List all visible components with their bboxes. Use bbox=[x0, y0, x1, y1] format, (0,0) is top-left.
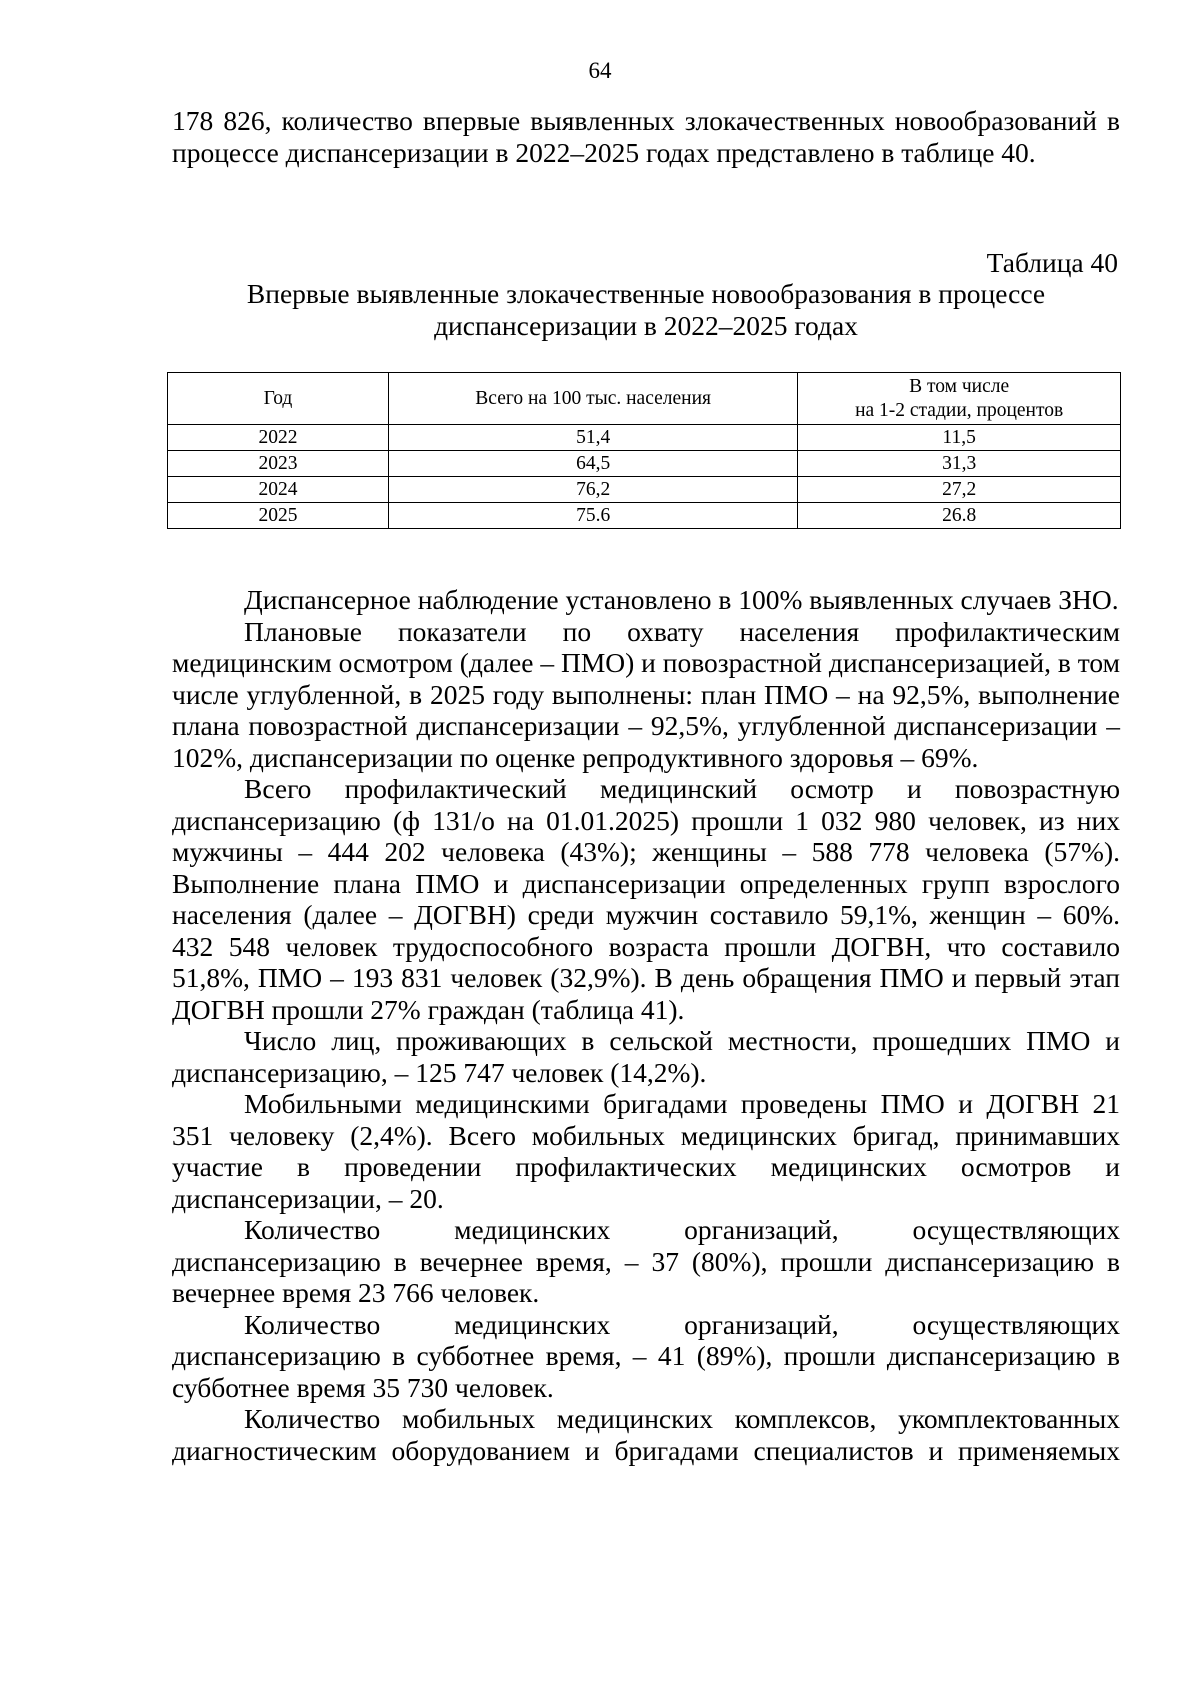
header-year: Год bbox=[168, 373, 389, 425]
page-number: 64 bbox=[588, 58, 612, 83]
paragraph-mobile-brigades: Мобильными медицинскими бригадами проведены ПМО и ДОГВН 21 351 человеку (2,4%). Всего мобильных медицинских бригад, принимавших участие в проведении профилактических медицинских осмотров и диспансеризации, – 20. bbox=[172, 1088, 1120, 1214]
table-title-line-1: Впервые выявленные злокачественные новообразования в процессе bbox=[246, 278, 1046, 309]
table-label: Таблица 40 bbox=[986, 247, 1118, 278]
header-total: Всего на 100 тыс. населения bbox=[389, 373, 798, 425]
intro-paragraph: 178 826, количество впервые выявленных злокачественных новообразований в процессе диспансеризации в 2022–2025 годах представлено в таблице 40. bbox=[172, 105, 1120, 168]
paragraph-plan-indicators: Плановые показатели по охвату населения профилактическим медицинским осмотром (далее – ПМО) и повозрастной диспансеризацией, в том числе углубленной, в 2025 году выполнены: план ПМО – на 92,5%, выполнение плана повозрастной диспансеризации – 92,5%, углубленной диспансеризации – 102%, диспансеризации по оценке репродуктивного здоровья – 69%. bbox=[172, 615, 1120, 773]
paragraph-rural-residents: Число лиц, проживающих в сельской местности, прошедших ПМО и диспансеризацию, – 125 747 человек (14,2%). bbox=[172, 1025, 1120, 1088]
table-header-row bbox=[168, 373, 1121, 425]
table-row bbox=[168, 425, 1121, 451]
header-early-stage-line-2: на 1-2 стадии, процентов bbox=[855, 399, 1064, 421]
cell-total: 76,2 bbox=[389, 477, 798, 503]
cell-early-stage: 26.8 bbox=[798, 503, 1121, 529]
table-row bbox=[168, 477, 1121, 503]
intro-paragraph-block bbox=[172, 105, 1120, 168]
cell-total: 51,4 bbox=[389, 425, 798, 451]
paragraph-evening-organizations: Количество медицинских организаций, осуществляющих диспансеризацию в вечернее время, – 37 (80%), прошли диспансеризацию в вечернее время 23 766 человек. bbox=[172, 1214, 1120, 1308]
cell-total: 75.6 bbox=[389, 503, 798, 529]
cell-year: 2023 bbox=[168, 451, 389, 477]
cell-early-stage: 31,3 bbox=[798, 451, 1121, 477]
table-title bbox=[172, 278, 1120, 341]
table-row bbox=[168, 451, 1121, 477]
header-early-stage-line-1: В том числе bbox=[909, 375, 1010, 397]
body-text bbox=[172, 584, 1120, 1466]
paragraph-total-examined: Всего профилактический медицинский осмотр и повозрастную диспансеризацию (ф 131/о на 01.01.2025) прошли 1 032 980 человек, из них мужчины – 444 202 человека (43%); женщины – 588 778 человека (57%). Выполнение плана ПМО и диспансеризации определенных групп взрослого населения (далее – ДОГВН) среди мужчин составило 59,1%, женщин – 60%. 432 548 человек трудоспособного возраста прошли ДОГВН, что составило 51,8%, ПМО – 193 831 человек (32,9%). В день обращения ПМО и первый этап ДОГВН прошли 27% граждан (таблица 41). bbox=[172, 773, 1120, 1025]
table-row bbox=[168, 503, 1121, 529]
paragraph-saturday-organizations: Количество медицинских организаций, осуществляющих диспансеризацию в субботнее время, – 41 (89%), прошли диспансеризацию в субботнее время 35 730 человек. bbox=[172, 1308, 1120, 1403]
cell-year: 2024 bbox=[168, 477, 389, 503]
header-early-stage bbox=[798, 373, 1121, 425]
cell-total: 64,5 bbox=[389, 451, 798, 477]
data-table bbox=[167, 372, 1121, 529]
table-title-line-2: диспансеризации в 2022–2025 годах bbox=[434, 309, 858, 341]
paragraph-mobile-complexes: Количество мобильных медицинских комплексов, укомплектованных диагностическим оборудованием и бригадами специалистов и применяемых bbox=[172, 1403, 1120, 1466]
cell-early-stage: 11,5 bbox=[798, 425, 1121, 451]
paragraph-dispensary-observation: Диспансерное наблюдение установлено в 100% выявленных случаев ЗНО. bbox=[244, 584, 1119, 615]
cell-year: 2022 bbox=[168, 425, 389, 451]
cell-early-stage: 27,2 bbox=[798, 477, 1121, 503]
cell-year: 2025 bbox=[168, 503, 389, 529]
